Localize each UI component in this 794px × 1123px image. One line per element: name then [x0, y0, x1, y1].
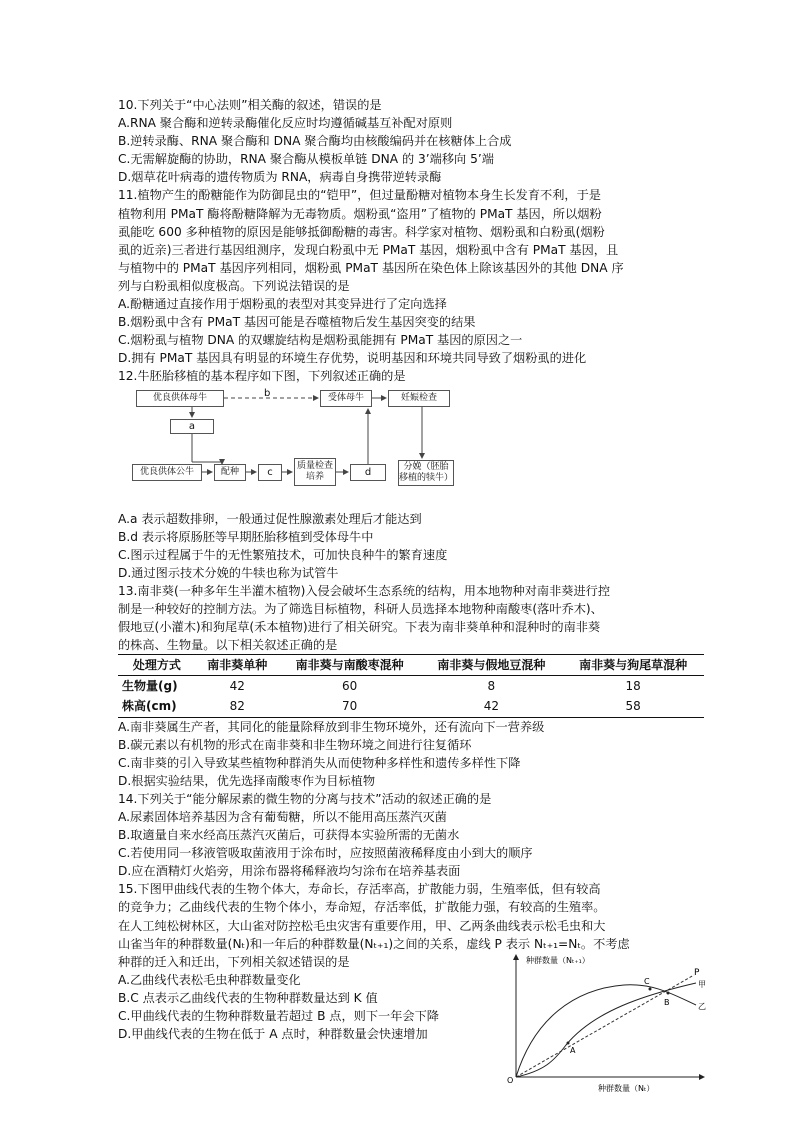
table-cell: 株高(cm)	[118, 696, 196, 717]
quality-culture-box: 质量检查 培养	[294, 458, 336, 486]
question-11	[118, 186, 704, 367]
mating-box: 配种	[214, 464, 246, 481]
y-axis-label: 种群数量（Nₜ₊₁）	[526, 955, 590, 965]
table-cell: 42	[229, 679, 245, 694]
question-stem-line: 的竞争力；乙曲线代表的生物个体小，寿命短，存活率低，扩散能力强，有较高的生殖率。	[118, 900, 606, 915]
option-c: C.若使用同一移液管吸取菌液用于涂布时，应按照菌液稀释度由小到大的顺序	[118, 846, 533, 861]
donor-bull-box: 优良供体公牛	[132, 464, 202, 481]
table-cell: 70	[279, 696, 421, 717]
question-14	[118, 790, 704, 880]
question-stem-line: 植物利用 PMaT 酶将酚糖降解为无毒物质。烟粉虱“盗用”了植物的 PMaT 基因，所以烟粉	[118, 206, 602, 221]
a-label: A	[570, 1045, 576, 1055]
question-stem-line: 列与白粉虱相似度极高。下列说法错误的是	[118, 278, 350, 293]
recipient-cow-box: 受体母牛	[320, 390, 372, 407]
exam-page	[118, 96, 706, 1093]
option-b: B.逆转录酶、RNA 聚合酶和 DNA 聚合酶均由核酸编码并在核糖体上合成	[118, 134, 512, 149]
jia-label: 甲	[698, 979, 706, 989]
option-b: B.烟粉虱中含有 PMaT 基因可能是吞噬植物后发生基因突变的结果	[118, 315, 476, 330]
option-c: C.南非葵的引入导致某些植物种群消失从而使物种多样性和遗传多样性下降	[118, 755, 521, 770]
table-header: 南非葵单种	[196, 655, 279, 676]
question-stem: 10.下列关于“中心法则”相关酶的叙述，错误的是	[118, 98, 382, 112]
option-b: B.碳元素以有机物的形式在南非葵和非生物环境之间进行往复循环	[118, 737, 472, 752]
table-cell: 60	[341, 679, 358, 694]
question-stem-line: 山雀当年的种群数量(Nₜ)和一年后的种群数量(Nₜ₊₁)之间的关系，虚线 P 表示 Nₜ₊₁=Nₜ。不考虑	[118, 936, 630, 951]
option-a: A.尿素固体培养基因为含有葡萄糖，所以不能用高压蒸汽灭菌	[118, 810, 447, 824]
question-stem: 14.下列关于“能分解尿素的微生物的分离与技术”活动的叙述正确的是	[118, 791, 492, 806]
donor-cow-box: 优良供体母牛	[136, 390, 224, 407]
option-b: B.取適量自来水经高压蒸汽灭菌后，可获得本实验所需的无菌水	[118, 828, 460, 843]
question-stem-line: 15.下图甲曲线代表的生物个体大，寿命长，存活率高，扩散能力弱，生殖率低，但有较高	[118, 882, 601, 897]
table-header: 处理方式	[118, 655, 196, 676]
option-d: D.甲曲线代表的生物在低于 A 点时，种群数量会快速增加	[118, 1027, 428, 1042]
option-b: B.C 点表示乙曲线代表的生物种群数量达到 K 值	[118, 990, 378, 1005]
label-b: b	[264, 387, 271, 399]
point-c	[649, 987, 652, 990]
question-stem-line: 在人工纯松树林区，大山雀对防控松毛虫灾害有重要作用，甲、乙两条曲线表示松毛虫和大	[118, 918, 606, 933]
option-a: A.乙曲线代表松毛虫种群数量变化	[118, 972, 301, 987]
table-cell: 生物量(g)	[122, 679, 178, 694]
p-label: P	[694, 967, 700, 978]
step-d-box: d	[350, 464, 386, 481]
option-c: C.甲曲线代表的生物种群数量若超过 B 点，则下一年会下降	[118, 1009, 439, 1024]
table-cell: 18	[625, 679, 641, 694]
table-header-row	[118, 655, 704, 676]
option-a: A.酚糖通过直接作用于烟粉虱的表型对其变异进行了定向选择	[118, 297, 447, 312]
pregnancy-check-box: 妊娠检查	[388, 390, 450, 407]
option-d: D.通过图示技术分娩的牛犊也称为试管牛	[118, 565, 339, 580]
point-a	[567, 1041, 570, 1044]
table-cell: 58	[562, 696, 704, 717]
table-header: 南非葵与南酸枣混种	[279, 655, 421, 676]
yi-label: 乙	[698, 1001, 706, 1011]
question-15	[118, 880, 706, 1093]
question-stem-line: 的株高、生物量。以下相关叙述正确的是	[118, 638, 338, 653]
step-a-box: a	[170, 419, 214, 434]
option-d: D.烟草花叶病毒的遗传物质为 RNA，病毒自身携带逆转录酶	[118, 170, 442, 185]
question-stem-line: 制是一种较好的控制方法。为了筛选目标植物，科研人员选择本地物种南酸枣(落叶乔木)、	[118, 601, 603, 616]
question-stem-line: 与植物中的 PMaT 基因序列相同，烟粉虱 PMaT 基因所在染色体上除该基因外的其他 DNA 序	[118, 260, 624, 275]
question-10	[118, 96, 704, 186]
table-row	[118, 676, 704, 697]
table-header: 南非葵与假地豆混种	[420, 655, 562, 676]
question-stem-line: 13.南非葵(一种多年生半灌木植物)入侵会破坏生态系统的结构，用本地物种对南非葵进行控	[118, 583, 611, 598]
table-cell: 42	[420, 696, 562, 717]
option-a: A.RNA 聚合酶和逆转录酶催化反应时均遵循碱基互补配对原则	[118, 116, 453, 131]
question-stem-line: 11.植物产生的酚糖能作为防御昆虫的“铠甲”，但过量酚糖对植物本身生长发育不利，于是	[118, 188, 601, 203]
option-d: D.根据实验结果，优先选择南酸枣作为目标植物	[118, 773, 376, 788]
option-b: B.d 表示将原肠胚等早期胚胎移植到受体母牛中	[118, 529, 374, 544]
option-c: C.图示过程属于牛的无性繁殖技术，可加快良种牛的繁育速度	[118, 547, 448, 562]
option-a: A.南非葵属生产者，其同化的能量除释放到非生物环境外，还有流向下一营养级	[118, 719, 545, 734]
embryo-transfer-flowchart	[132, 388, 462, 506]
table-row	[118, 696, 704, 717]
question-stem-line: 虱能吃 600 多种植物的原因是能够抵御酚糖的毒害。科学家对植物、烟粉虱和白粉虱(烟粉	[118, 224, 605, 239]
table-cell: 82	[196, 696, 279, 717]
question-stem-line: 种群的迁入和迁出，下列相关叙述错误的是	[118, 954, 350, 969]
table-header: 南非葵与狗尾草混种	[562, 655, 704, 676]
c-label: C	[644, 976, 650, 986]
option-d: D.拥有 PMaT 基因具有明显的环境生存优势，说明基因和环境共同导致了烟粉虱的进化	[118, 351, 587, 366]
x-axis-label: 种群数量（Nₜ）	[598, 1083, 655, 1093]
option-c: C.烟粉虱与植物 DNA 的双螺旋结构是烟粉虱能拥有 PMaT 基因的原因之一	[118, 333, 523, 348]
population-graph	[504, 949, 710, 1094]
question-stem-line: 虱的近亲)三者进行基因组测序，发现白粉虱中无 PMaT 基因，烟粉虱中含有 PMaT 基因，且	[118, 242, 619, 257]
option-c: C.无需解旋酶的协助，RNA 聚合酶从模板单链 DNA 的 3’端移向 5’端	[118, 152, 494, 167]
birth-box: 分娩（胚胎 移植的犊牛）	[398, 460, 454, 486]
option-d: D.应在酒精灯火焰旁，用涂布器将稀释液均匀涂布在培养基表面	[118, 864, 461, 879]
point-b	[667, 991, 670, 994]
question-13	[118, 582, 704, 790]
results-table	[118, 654, 704, 717]
option-a: A.a 表示超数排卵，一般通过促性腺激素处理后才能达到	[118, 511, 422, 526]
origin-label: O	[507, 1075, 514, 1085]
step-c-box: c	[258, 464, 282, 481]
question-stem: 12.牛胚胎移植的基本程序如下图，下列叙述正确的是	[118, 369, 406, 384]
b-label: B	[664, 997, 670, 1007]
question-12	[118, 367, 704, 581]
question-stem-line: 假地豆(小灌木)和狗尾草(禾本植物)进行了相关研究。下表为南非葵单种和混种时的南非葵	[118, 620, 601, 635]
table-cell: 8	[487, 679, 496, 694]
